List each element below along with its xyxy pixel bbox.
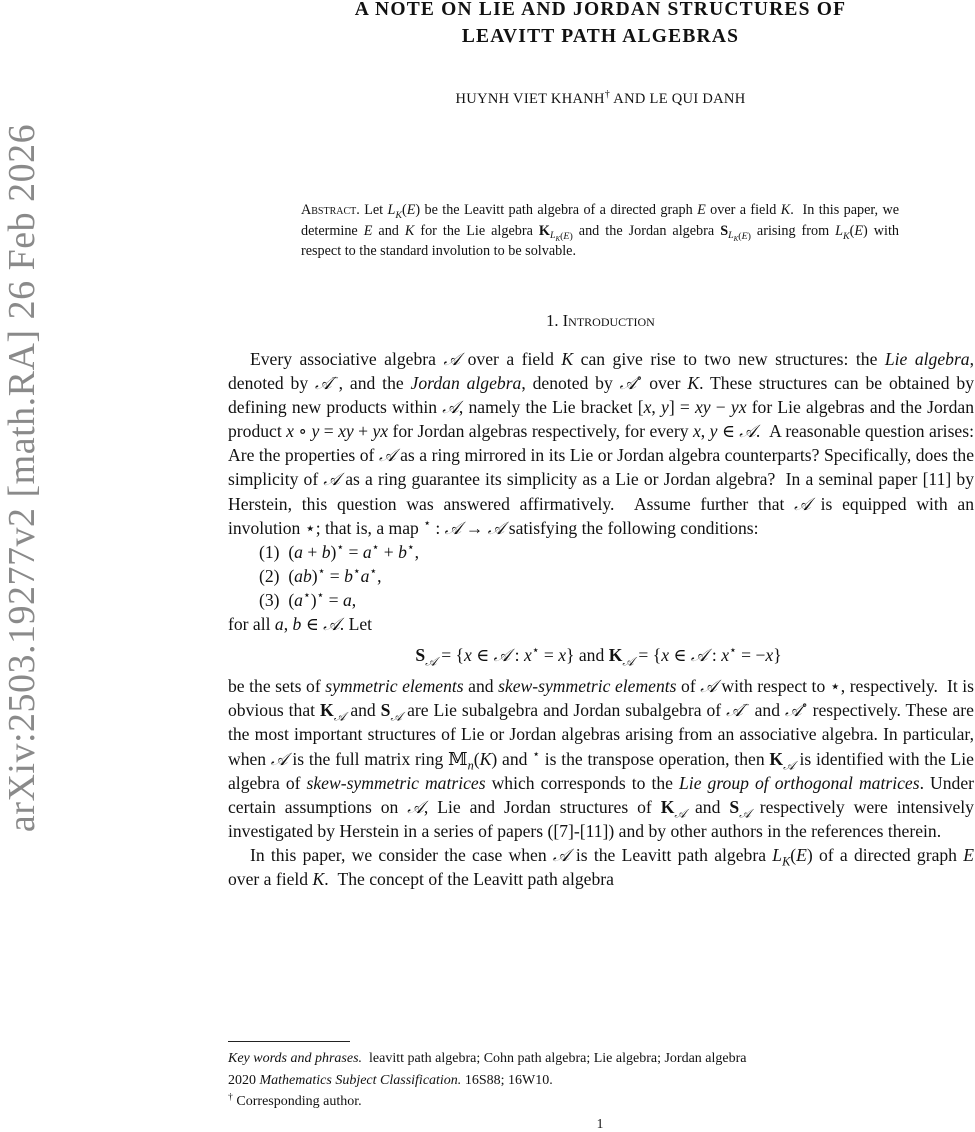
paper-title — [228, 0, 973, 50]
footnote-keywords — [228, 1048, 747, 1070]
abstract-label: Abstract. — [301, 202, 360, 218]
page-number: 1 — [596, 1116, 604, 1131]
footnote-msc — [228, 1070, 747, 1092]
section-number: 1. — [546, 311, 559, 330]
arxiv-identifier-stamp — [2, 88, 42, 868]
paragraph-1: Every associative algebra 𝒜 over a field K can give rise to two new structures: the Lie algebra, denoted by 𝒜−, and the Jordan algebra, denoted by 𝒜∘ over K. These structures can be obtained by defining new products within 𝒜, namely the Lie bracket [x, y] = xy − yx for Lie algebras and the Jordan product x ∘ y = xy + yx for Jordan algebras respectively, for every x, y ∈ 𝒜. A reasonable question arises: Are the properties of 𝒜 as a ring mirrored in its Lie or Jordan algebra counterparts? Specifically, does the simplicity of 𝒜 as a ring guarantee its simplicity as a Lie or Jordan algebra? In a seminal paper [11] by Herstein, this question was answered affirmatively. Assume further that 𝒜 is equipped with an involution ⋆; that is, a map ⋆ : 𝒜 → 𝒜 satisfying the following conditions: — [228, 349, 975, 538]
dagger-mark: † — [604, 89, 611, 101]
arxiv-stamp-text: arXiv:2503.19277v2 [math.RA] 26 Feb 2026 — [1, 123, 43, 833]
msc-codes: 16S88; 16W10. — [464, 1072, 553, 1088]
author-conjunction: AND — [610, 91, 650, 107]
abstract — [301, 200, 899, 262]
footnotes — [228, 1048, 747, 1113]
for-all-line: for all a, b ∈ 𝒜. Let — [228, 614, 373, 635]
title-line-1: A NOTE ON LIE AND JORDAN STRUCTURES OF — [354, 0, 847, 20]
paragraph-3: In this paper, we consider the case when 𝒜 is the Leavitt path algebra $L_K(E)$ of a directed graph E over a field K. The concept of the Leavitt path algebra — [228, 844, 974, 889]
involution-conditions-list — [228, 540, 974, 612]
condition-number: (1) — [259, 541, 280, 562]
keywords-label: Key words and phrases. — [228, 1051, 363, 1066]
keywords-text: leavitt path algebra; Cohn path algebra; Lie algebra; Jordan algebra — [369, 1051, 747, 1066]
condition-number: (3) — [259, 589, 280, 610]
introduction-body — [228, 347, 974, 891]
msc-year: 2020 — [228, 1072, 256, 1088]
footnote-divider — [228, 1041, 350, 1042]
condition-formula: (a⋆)⋆ = a, — [288, 588, 357, 610]
abstract-body: Let $L_K(E)$ be the Leavitt path algebra of a directed graph E over a field K. In this paper, we determine E and K for the Lie algebra $K_{L_K(E)}$ and the Jordan algebra $S_{L_K(E)}$ arising from $L_K(E)$ with respect to the standard involution to be solvable. — [301, 202, 900, 259]
condition-formula: (a + b)⋆ = a⋆ + b⋆, — [288, 539, 419, 562]
condition-number: (2) — [259, 565, 280, 586]
display-equation: $S_𝒜 = \{x$ ∈ 𝒜 : x⋆ = x} and $K_𝒜 = \{x$ ∈ 𝒜 : x⋆ = −x} — [415, 643, 782, 669]
section-title: Introduction — [562, 311, 655, 330]
title-line-2: LEAVITT PATH ALGEBRAS — [461, 26, 740, 47]
condition-formula: (ab)⋆ = b⋆a⋆, — [288, 563, 382, 586]
section-heading-introduction — [228, 311, 973, 331]
dagger-mark: † — [228, 1091, 233, 1103]
author-2: LE QUI DANH — [649, 91, 746, 107]
author-line — [228, 91, 973, 108]
corresponding-author-text: Corresponding author. — [236, 1094, 362, 1109]
footnote-corresponding-author — [228, 1091, 747, 1113]
condition-item — [228, 564, 974, 588]
paragraph-2: be the sets of symmetric elements and skew-symmetric elements of 𝒜 with respect to ⋆, respectively. It is obvious that $K_𝒜$ and $S_𝒜$ are Lie subalgebra and Jordan subalgebra of 𝒜− and 𝒜∘ respectively. These are the most important structures of Lie or Jordan algebras arising from an associative algebra. In particular, when 𝒜 is the full matrix ring 𝕄$_n$(K) and ⋆ is the transpose operation, then $K_𝒜$ is identified with the Lie algebra of skew-symmetric matrices which corresponds to the Lie group of orthogonal matrices. Under certain assumptions on 𝒜, Lie and Jordan structures of $K_𝒜$ and $S_𝒜$ respectively were intensively investigated by Herstein in a series of papers ([7]-[11]) and by other authors in the references therein. — [228, 676, 974, 841]
condition-item — [228, 540, 974, 564]
condition-item — [228, 588, 974, 612]
msc-label: Mathematics Subject Classification. — [259, 1072, 462, 1088]
author-1: HUYNH VIET KHANH — [455, 91, 605, 107]
